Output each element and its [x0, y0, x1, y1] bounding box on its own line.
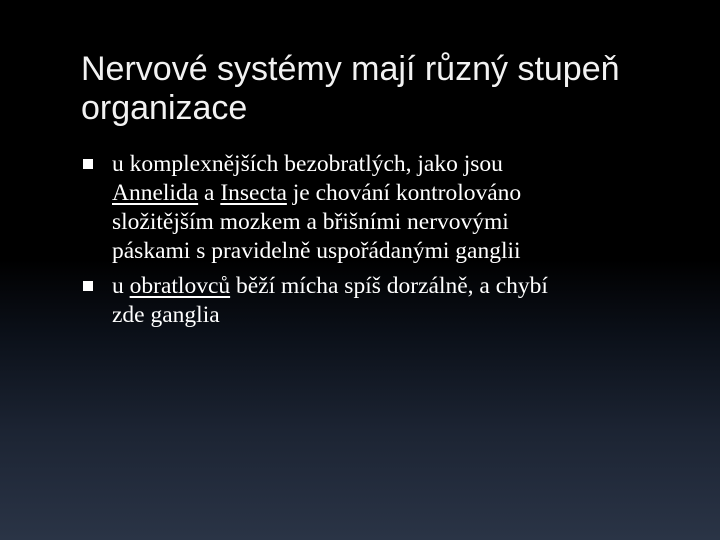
bullet-line	[112, 272, 701, 301]
square-bullet-icon	[83, 159, 93, 169]
bullet-text: a	[198, 180, 221, 206]
bullet-line	[112, 179, 701, 208]
bullet-text: běží mícha spíš dorzálně, a chybí	[230, 273, 548, 299]
bullet-text: páskami s pravidelně uspořádanými ganglii	[112, 238, 521, 264]
obratlovcu-link[interactable]: obratlovců	[129, 273, 231, 299]
title-line: Nervové systémy mají různý stupeň	[81, 50, 620, 88]
bullet-list	[81, 150, 701, 336]
slide-title	[81, 50, 701, 128]
bullet-item	[81, 272, 701, 330]
insecta-link[interactable]: Insecta	[220, 180, 287, 206]
annelida-link[interactable]: Annelida	[112, 180, 199, 206]
bullet-item	[81, 150, 701, 266]
bullet-text: u	[112, 273, 130, 299]
bullet-text: je chování kontrolováno	[286, 180, 522, 206]
bullet-text: u komplexnějších bezobratlých, jako jsou	[112, 151, 503, 177]
bullet-line	[112, 208, 701, 237]
square-bullet-icon	[83, 281, 93, 291]
bullet-text: složitějším mozkem a břišními nervovými	[112, 209, 509, 235]
title-line: organizace	[81, 89, 248, 127]
bullet-text: zde ganglia	[112, 302, 220, 328]
bullet-line	[112, 150, 701, 179]
bullet-line	[112, 301, 701, 330]
bullet-line	[112, 237, 701, 266]
